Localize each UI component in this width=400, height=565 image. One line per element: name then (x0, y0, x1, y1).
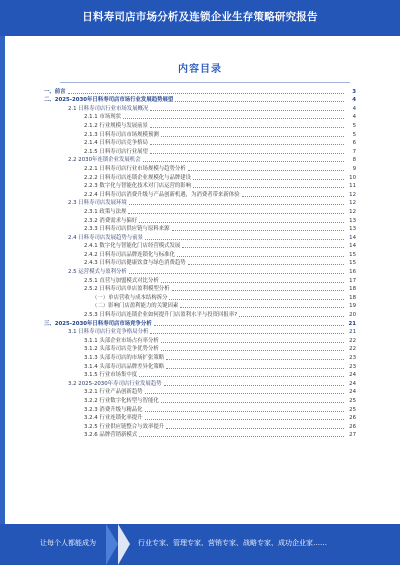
dot-leader (188, 170, 344, 171)
toc-page-number: 25 (349, 406, 356, 413)
dot-leader (164, 385, 344, 386)
dot-leader (150, 127, 344, 128)
toc-entry-text: 2.3.1 政策与法规 (84, 208, 127, 215)
toc-entry[interactable] (44, 138, 356, 147)
page-footer (0, 524, 400, 565)
toc-page-number: 23 (349, 355, 356, 361)
toc-entry[interactable] (44, 120, 356, 129)
toc-entry-text: 2.1.3 日料寿司店市场规模预测 (84, 131, 159, 138)
toc-page-number: 16 (349, 269, 356, 276)
dot-leader (175, 101, 344, 102)
toc-page-number: 24 (349, 380, 356, 387)
toc-page-number: 8 (352, 157, 356, 164)
toc-entry[interactable] (44, 352, 356, 361)
toc-entry[interactable] (44, 266, 356, 275)
toc-page-number: 13 (349, 226, 356, 233)
toc-page-number: 4 (352, 114, 356, 121)
toc-page-number: 15 (349, 251, 356, 258)
toc-entry[interactable] (44, 189, 356, 198)
toc-entry-text: 3.2.1 行业产品创新趋势 (84, 389, 143, 396)
toc-entry[interactable] (44, 344, 356, 353)
dot-leader (180, 307, 344, 308)
footer-tagline: 行业专家、管理专家、营销专家、战略专家、成功企业家…… (138, 539, 327, 547)
toc-page-number: 3 (352, 88, 356, 95)
toc-entry-text: 2.2 2030年连锁企业发展机会 (68, 157, 141, 164)
dot-leader (150, 153, 344, 154)
toc-entry-text: 2.4.2 日料寿司店品牌连锁化与标准化 (84, 251, 175, 258)
toc-page-number: 12 (349, 191, 356, 198)
toc-entry[interactable] (44, 224, 356, 233)
toc-entry-text: 3.1.5 行业市场集中度 (84, 372, 138, 379)
toc-entry[interactable] (44, 301, 356, 310)
footer-chevron-decoration (106, 524, 118, 565)
toc-entry[interactable] (44, 430, 356, 439)
toc-entry-text: 3.2.3 消费升级与精品化 (84, 406, 143, 413)
dot-leader (139, 222, 344, 223)
report-title: 日料寿司店市场分析及连锁企业生存策略研究报告 (82, 11, 318, 23)
toc-page-number: 21 (349, 329, 356, 336)
dot-leader (169, 299, 344, 300)
toc-entry[interactable] (44, 249, 356, 258)
toc-page-number: 15 (349, 260, 356, 267)
toc-page-number: 19 (349, 303, 356, 310)
toc-page-number: 24 (349, 389, 356, 396)
toc-entry[interactable] (44, 198, 356, 207)
dot-leader (161, 342, 344, 343)
dot-leader (188, 264, 344, 265)
toc-entry-text: 3.2.4 行业连锁化率提升 (84, 415, 143, 422)
toc-entry[interactable] (44, 292, 356, 301)
toc-page-number: 12 (349, 208, 356, 215)
toc-entry[interactable] (44, 378, 356, 387)
toc-entry[interactable] (44, 318, 356, 327)
dot-leader (182, 247, 344, 248)
toc-page-number: 22 (349, 337, 356, 344)
toc-page-number: 20 (349, 312, 356, 319)
toc-page-number: 27 (349, 432, 356, 439)
toc-page-number: 17 (349, 277, 356, 284)
dot-leader (193, 179, 344, 180)
toc-entry[interactable] (44, 284, 356, 293)
toc-page-number: 25 (349, 397, 356, 404)
toc-entry-text: 2.1 日料寿司店行业市场发展概况 (68, 105, 149, 112)
toc-entry-text: 2.4.1 数字化与智能化门店经营模式发展 (84, 243, 181, 250)
dot-leader (242, 196, 344, 197)
dot-leader (145, 393, 344, 394)
toc-entry[interactable] (44, 155, 356, 164)
toc-entry-text: 2.3 日料寿司店发展环境 (68, 200, 127, 207)
toc-entry[interactable] (44, 112, 356, 121)
toc-page-number: 10 (349, 174, 356, 181)
toc-page-number: 11 (349, 183, 356, 190)
toc-entry-text: 3.2.6 品牌营销新模式 (84, 432, 138, 439)
toc-entry[interactable] (44, 103, 356, 112)
table-of-contents (44, 86, 356, 438)
toc-entry-text: 2.1.2 行业规模与发展前景 (84, 122, 148, 129)
toc-entry[interactable] (44, 129, 356, 138)
toc-entry-text: 2.2.3 数字化与智能化技术对门店运营的影响 (84, 183, 192, 190)
toc-page-number: 13 (349, 217, 356, 224)
toc-entry-text: 2.4 日料寿司店发展趋势与前景 (68, 234, 143, 241)
toc-entry[interactable] (44, 413, 356, 422)
toc-entry-text: 3.2 2025-2030年寿司店行业发展趋势 (68, 380, 162, 387)
toc-entry-text: （一）单店营收与成本结构拆分 (92, 294, 168, 301)
toc-entry[interactable] (44, 327, 356, 336)
toc-divider (60, 82, 350, 83)
dot-leader (239, 316, 344, 317)
dot-leader (161, 350, 344, 351)
toc-entry[interactable] (44, 146, 356, 155)
toc-entry[interactable] (44, 215, 356, 224)
toc-entry[interactable] (44, 172, 356, 181)
toc-entry-text: 2.5.3 日料寿司店连锁企业如何提升门店盈利水平与投资回报率? (84, 312, 238, 319)
toc-entry-text: 3.1.3 头部寿司店的市场扩张策略 (84, 355, 165, 361)
toc-page-number: 7 (352, 148, 356, 155)
toc-entry-text: 2.1.1 市场现状 (84, 114, 121, 121)
toc-page-number: 22 (349, 346, 356, 353)
dot-leader (150, 110, 344, 111)
toc-entry-text: 2.5 运营模式与盈利分析 (68, 269, 127, 276)
dot-leader (177, 256, 344, 257)
toc-page-number: 14 (349, 243, 356, 250)
dot-leader (139, 436, 344, 437)
toc-entry-text: 2.5.2 日料寿司店单店盈利模型分析 (84, 286, 170, 293)
toc-entry-text: 2.5.1 直营与加盟模式对比分析 (84, 277, 159, 284)
toc-page-number: 4 (352, 105, 356, 112)
toc-entry[interactable] (44, 275, 356, 284)
toc-page-number: 9 (352, 165, 356, 172)
toc-entry[interactable] (44, 181, 356, 190)
toc-page-number: 14 (349, 234, 356, 241)
dot-leader (172, 230, 344, 231)
dot-leader (166, 428, 344, 429)
toc-entry-text: 2.1.4 日料寿司店竞争格局 (84, 140, 148, 147)
dot-leader (145, 239, 344, 240)
toc-entry[interactable] (44, 404, 356, 413)
toc-page-number: 5 (352, 122, 356, 129)
toc-entry-text: 3.1.2 头部寿司店竞争优势分析 (84, 346, 159, 353)
dot-leader (129, 273, 344, 274)
dot-leader (128, 213, 344, 214)
toc-entry-text: 2.2.1 日料寿司店行业市场规模与趋势分析 (84, 165, 186, 172)
toc-page-number: 26 (349, 423, 356, 430)
toc-page-number: 24 (349, 372, 356, 379)
toc-entry-text: 一、前言 (44, 88, 66, 95)
page-header (0, 0, 400, 36)
toc-page-number: 4 (352, 97, 356, 104)
toc-entry-text: （二）影响门店盈利能力的关键因素 (92, 303, 179, 310)
toc-entry-text: 3.1 日料寿司店行业竞争格局分析 (68, 329, 149, 336)
dot-leader (150, 333, 344, 334)
dot-leader (166, 368, 344, 369)
toc-entry-text: 二、2025-2030年日料寿司店市场行业发展趋势展望 (44, 97, 174, 104)
dot-leader (193, 187, 344, 188)
dot-leader (172, 290, 344, 291)
dot-leader (129, 204, 344, 205)
dot-leader (139, 376, 344, 377)
toc-entry-text: 3.2.5 行业供应链整合与效率提升 (84, 423, 165, 430)
toc-entry[interactable] (44, 86, 356, 95)
toc-entry-text: 3.1.1 头部企业市场占有率分析 (84, 337, 159, 344)
dot-leader (150, 144, 344, 145)
toc-page-number: 18 (349, 286, 356, 293)
toc-page-number: 12 (349, 200, 356, 207)
dot-leader (145, 411, 344, 412)
toc-entry[interactable] (44, 370, 356, 379)
dot-leader (166, 359, 344, 360)
toc-entry[interactable] (44, 387, 356, 396)
toc-entry-text: 2.2.4 日料寿司店消费升级与产品创新机遇，为消费者带来新体验 (84, 191, 240, 198)
toc-entry-text: 2.2.2 日料寿司店连锁企业规模化与品牌建设 (84, 174, 192, 181)
left-accent-strip (0, 36, 5, 524)
footer-slogan: 让每个人都能成为 (40, 539, 96, 547)
dot-leader (143, 161, 344, 162)
dot-leader (68, 93, 344, 94)
toc-entry[interactable] (44, 335, 356, 344)
toc-entry[interactable] (44, 241, 356, 250)
toc-entry-text: 2.4.3 日料寿司店健康饮食与绿色消费趋势 (84, 260, 186, 267)
dot-leader (161, 136, 344, 137)
toc-entry-text: 2.3.3 日料寿司店供应链与原料来源 (84, 226, 170, 233)
dot-leader (161, 282, 344, 283)
toc-page-number: 21 (348, 320, 356, 327)
toc-entry-text: 三、2025-2030年日料寿司店市场竞争分析 (44, 320, 152, 327)
footer-arrow-decoration (118, 524, 130, 565)
dot-leader (123, 118, 344, 119)
toc-entry-text: 3.1.4 头部寿司店品牌差异化策略 (84, 363, 165, 370)
dot-leader (145, 419, 344, 420)
dot-leader (154, 325, 344, 326)
toc-entry[interactable] (44, 95, 356, 104)
toc-page-number: 23 (349, 363, 356, 370)
toc-entry[interactable] (44, 309, 356, 318)
toc-entry-text: 2.1.5 日料寿司店行业展望 (84, 148, 148, 155)
toc-entry[interactable] (44, 258, 356, 267)
toc-entry[interactable] (44, 206, 356, 215)
toc-entry[interactable] (44, 395, 356, 404)
toc-entry[interactable] (44, 361, 356, 370)
toc-page-number: 18 (349, 294, 356, 301)
toc-entry[interactable] (44, 163, 356, 172)
toc-page-number: 5 (352, 131, 356, 138)
toc-page-number: 6 (352, 140, 356, 147)
toc-entry[interactable] (44, 232, 356, 241)
toc-entry-text: 2.3.2 消费需求与偏好 (84, 217, 138, 224)
toc-heading: 内容目录 (178, 64, 222, 75)
toc-entry[interactable] (44, 421, 356, 430)
toc-page-number: 26 (349, 415, 356, 422)
dot-leader (161, 402, 344, 403)
toc-entry-text: 3.2.2 行业数字化转型与智能化 (84, 397, 159, 404)
